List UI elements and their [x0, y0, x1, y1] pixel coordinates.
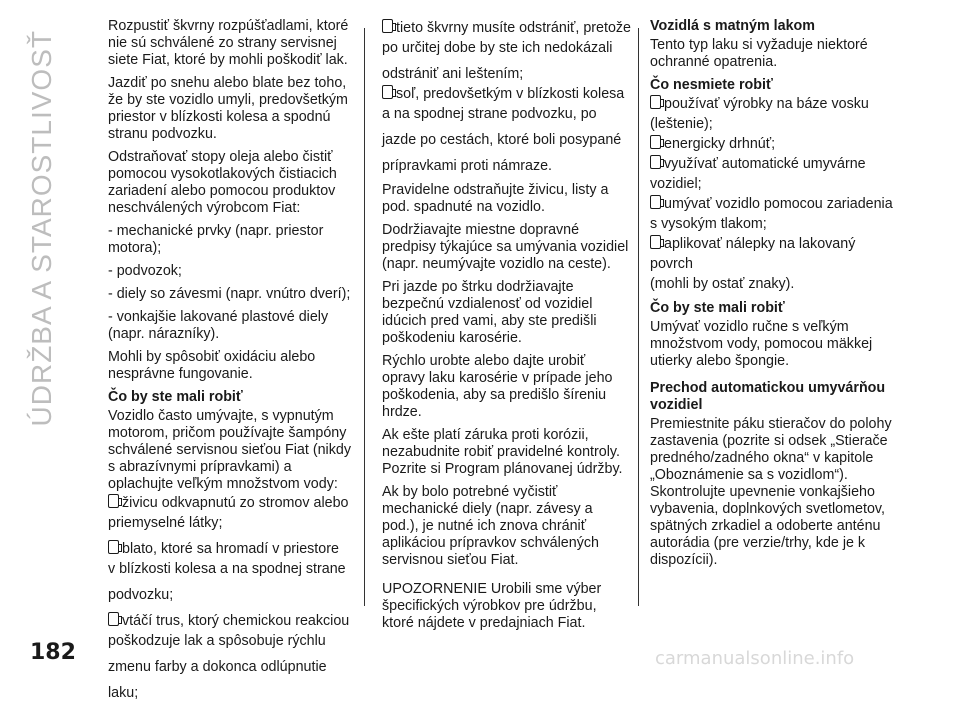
bullet-item-continuation: prípravkami proti námraze.	[382, 158, 553, 174]
paragraph: - vonkajšie lakované plastové diely (napr. nárazníky).	[108, 309, 329, 342]
column-1	[108, 18, 353, 703]
paragraph: Ak by bolo potrebné vyčistiť mechanické diely (napr. závesy a pod.), je nutné ich znova chrániť aplikáciou prípravkov schválených servisnou sieťou Fiat.	[382, 484, 599, 568]
bullet-item: aplikovať nálepky na lakovaný povrch	[650, 236, 856, 272]
checkbox-bullet-icon	[382, 19, 393, 33]
bullet-item-continuation: (mohli by ostať znaky).	[650, 276, 795, 292]
bullet-item-continuation: po určitej dobe by ste ich nedokázali	[382, 40, 613, 56]
paragraph: - mechanické prvky (napr. priestor motora);	[108, 223, 324, 256]
bullet-item-continuation: priemyselné látky;	[108, 515, 223, 531]
checkbox-bullet-icon	[650, 95, 661, 109]
paragraph: Tento typ laku si vyžaduje niektoré ochranné opatrenia.	[650, 37, 868, 70]
bullet-item: používať výrobky na báze vosku	[650, 94, 900, 114]
section-heading: Čo nesmiete robiť	[650, 77, 773, 93]
checkbox-bullet-icon	[108, 612, 119, 626]
paragraph: Mohli by spôsobiť oxidáciu alebo nesprávne fungovanie.	[108, 349, 316, 382]
checkbox-bullet-icon	[650, 195, 661, 209]
chapter-side-title: ÚDRŽBA A STAROSTLIVOSŤ	[26, 30, 57, 427]
bullet-item-continuation: zmenu farby a dokonca odlúpnutie	[108, 659, 327, 675]
bullet-item: blato, ktoré sa hromadí v priestore	[108, 539, 353, 559]
column-divider	[364, 28, 365, 606]
column-2	[382, 18, 632, 638]
page-number: 182	[30, 640, 76, 665]
paragraph: - podvozok;	[108, 263, 182, 279]
paragraph: - diely so závesmi (napr. vnútro dverí);	[108, 286, 351, 302]
paragraph: Ak ešte platí záruka proti korózii, nezabudnite robiť pravidelné kontroly. Pozrite si Program plánovanej údržby.	[382, 427, 623, 477]
column-3	[650, 18, 900, 575]
paragraph: Rozpustiť škvrny rozpúšťadlami, ktoré nie sú schválené zo strany servisnej siete Fiat, ktoré by mohli poškodiť lak.	[108, 18, 349, 68]
checkbox-bullet-icon	[382, 85, 393, 99]
bullet-item-continuation: jazde po cestách, ktoré boli posypané	[382, 132, 622, 148]
bullet-item-continuation: laku;	[108, 685, 139, 701]
paragraph: Jazdiť po snehu alebo blate bez toho, že by ste vozidlo umyli, predovšetkým priestor v blízkosti kolesa a spodnú stranu podvozku.	[108, 75, 348, 142]
paragraph: Premiestnite páku stieračov do polohy zastavenia (pozrite si odsek „Stierače predného/zadného okna“ v kapitole „Oboznámenie sa s vozidlom“). Skontrolujte upevnenie vonkajšieho vybavenia, doplnkových svetlometov, spätných zrkadiel a odoberte anténu autorádia (pre verzie/trhy, kde je k dispozícii).	[650, 416, 892, 568]
bullet-item: tieto škvrny musíte odstrániť, pretože	[382, 18, 632, 38]
bullet-item: energicky drhnúť;	[650, 134, 900, 154]
bullet-item: využívať automatické umyvárne	[650, 154, 900, 174]
paragraph: Pri jazde po štrku dodržiavajte bezpečnú vzdialenosť od vozidiel idúcich pred vami, aby ste predišli poškodeniu karosérie.	[382, 279, 597, 346]
warning-note: UPOZORNENIE Urobili sme výber špecifických výrobkov pre údržbu, ktoré nájdete v predajniach Fiat.	[382, 581, 602, 631]
column-divider	[638, 28, 639, 606]
checkbox-bullet-icon	[108, 494, 119, 508]
watermark: carmanualsonline.info	[655, 648, 855, 669]
bullet-item: vtáčí trus, ktorý chemickou reakciou	[108, 611, 353, 631]
bullet-item-continuation: s vysokým tlakom;	[650, 216, 767, 232]
section-heading: Čo by ste mali robiť	[108, 389, 243, 405]
paragraph: Vozidlo často umývajte, s vypnutým motorom, pričom používajte šampóny schválené servisnou sieťou Fiat (nikdy s abrazívnymi prípravkami) a oplachujte veľkým množstvom vody:	[108, 408, 351, 492]
bullet-item: soľ, predovšetkým v blízkosti kolesa	[382, 84, 632, 104]
paragraph: Pravidelne odstraňujte živicu, listy a pod. spadnuté na vozidlo.	[382, 182, 609, 215]
bullet-item-continuation: v blízkosti kolesa a na spodnej strane	[108, 561, 346, 577]
paragraph: Dodržiavajte miestne dopravné predpisy týkajúce sa umývania vozidiel (napr. neumývajte vozidlo na ceste).	[382, 222, 629, 272]
checkbox-bullet-icon	[108, 540, 119, 554]
bullet-item-continuation: vozidiel;	[650, 176, 702, 192]
bullet-item-continuation: odstrániť ani leštením;	[382, 66, 524, 82]
paragraph: Umývať vozidlo ručne s veľkým množstvom vody, pomocou mäkkej utierky alebo špongie.	[650, 319, 873, 369]
section-heading: Prechod automatickou umyvárňou vozidiel	[650, 380, 886, 413]
checkbox-bullet-icon	[650, 135, 661, 149]
bullet-item-continuation: a na spodnej strane podvozku, po	[382, 106, 597, 122]
bullet-item-continuation: poškodzuje lak a spôsobuje rýchlu	[108, 633, 326, 649]
section-heading: Čo by ste mali robiť	[650, 300, 785, 316]
bullet-item: živicu odkvapnutú zo stromov alebo	[108, 493, 353, 513]
bullet-item-continuation: podvozku;	[108, 587, 174, 603]
paragraph: Odstraňovať stopy oleja alebo čistiť pomocou vysokotlakových čistiacich zariadení alebo pomocou produktov neschválených výrobcom Fiat:	[108, 149, 337, 216]
bullet-item: umývať vozidlo pomocou zariadenia	[650, 194, 900, 214]
bullet-item-continuation: (leštenie);	[650, 116, 713, 132]
checkbox-bullet-icon	[650, 155, 661, 169]
section-heading: Vozidlá s matným lakom	[650, 18, 815, 34]
checkbox-bullet-icon	[650, 235, 661, 249]
paragraph: Rýchlo urobte alebo dajte urobiť opravy laku karosérie v prípade jeho poškodenia, aby sa predišlo šíreniu hrdze.	[382, 353, 613, 420]
